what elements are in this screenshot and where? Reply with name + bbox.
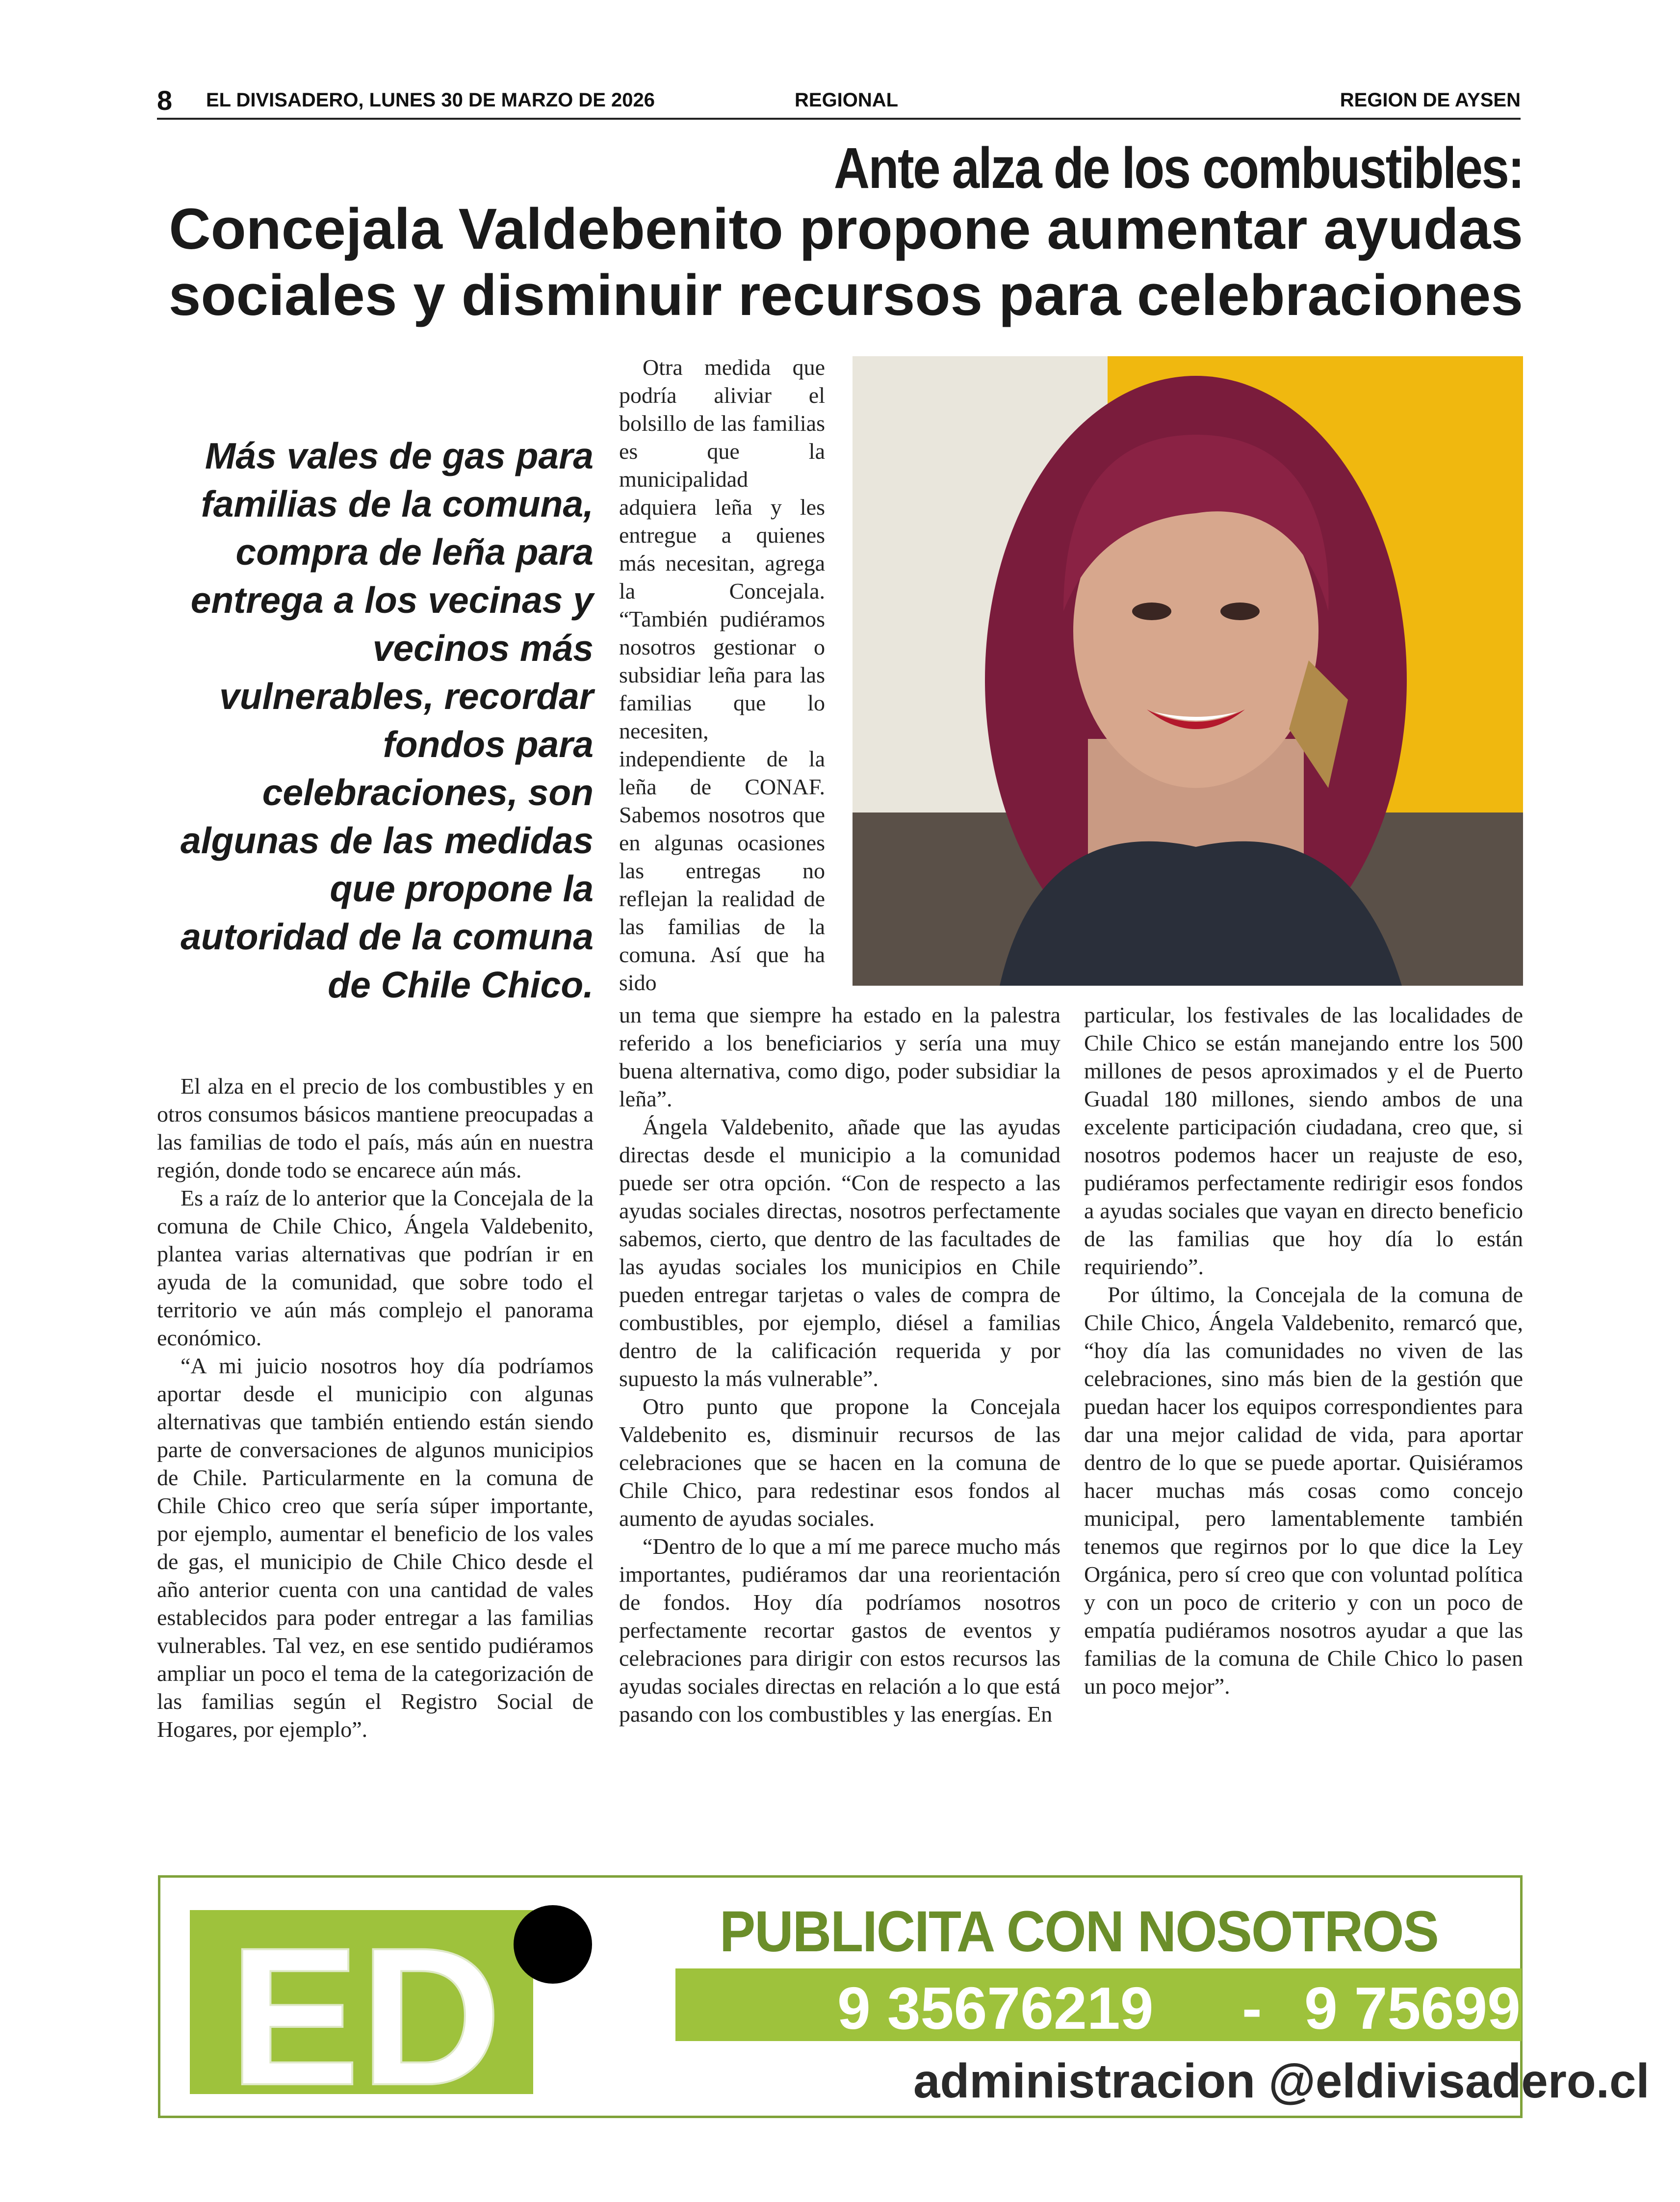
ad-email: administracion @eldivisadero.cl xyxy=(913,2054,1650,2108)
paragraph: Otra medida que podría aliviar el bolsillo de las familias es que la municipalidad adquiera leña y les entregue a quienes más necesitan, agrega la Concejala. “También pudiéramos nosotros gestionar o subsidiar leña para las familias que lo necesiten, independiente de la leña de CONAF. Sabemos nosotros que en algunas ocasiones las entregas no reflejan la realidad de las familias de la comuna. Así que ha sido xyxy=(619,355,825,995)
ed-logo xyxy=(190,1907,685,2126)
paragraph: “A mi juicio nosotros hoy día podríamos aportar desde el municipio con algunas alternativas que también entiendo están siendo parte de conversaciones de algunos municipios de Chile. Particularmente en la comuna de Chile Chico creo que sería súper importante, por ejemplo, aumentar el beneficio de los vales de gas, el municipio de Chile Chico desde el año anterior cuenta con una cantidad de vales establecidos para poder entregar a las familias vulnerables. Tal vez, en ese sentido pudiéramos ampliar un poco el tema de la categorización de las familias según el Registro Social de Hogares, por ejemplo”. xyxy=(157,1353,594,1742)
phone-separator: - xyxy=(1242,1975,1262,2042)
paragraph: Otro punto que propone la Concejala Valdebenito es, disminuir recursos de las celebraciones que se hacen en la comuna de Chile Chico, para redestinar esos fondos al aumento de ayudas sociales. xyxy=(619,1394,1060,1531)
article-column-2-top xyxy=(619,353,825,996)
region-label: REGION DE AYSEN xyxy=(1340,89,1521,111)
logo-letters: ED xyxy=(229,1907,502,2126)
paragraph: Ángela Valdebenito, añade que las ayudas directas desde el municipio a la comunidad puede ser otra opción. “Con de respecto a las ayudas sociales directas, nosotros perfectamente sabemos, cierto, que dentro de las facultades de las ayudas sociales los municipios en Chile pueden entregar tarjetas o vales de compra de combustibles, por ejemplo, diésel a familias dentro de la calificación requerida y por supuesto la más vulnerable”. xyxy=(619,1114,1060,1391)
paragraph-continuation: un tema que siempre ha estado en la palestra referido a los beneficiarios y sería una muy buena alternativa, como digo, poder subsidiar la leña”. xyxy=(619,1002,1060,1111)
paragraph: El alza en el precio de los combustibles y en otros consumos básicos mantiene preocupadas a las familias de todo el país, más aún en nuestra región, donde todo se encarece aún más. xyxy=(157,1074,594,1182)
paragraph: Es a raíz de lo anterior que la Concejala de la comuna de Chile Chico, Ángela Valdebenito, plantea varias alternativas que podrían ir en ayuda de la comunidad, que sobre todo el territorio ve aún más complejo el panorama económico. xyxy=(157,1185,594,1350)
portrait-illustration xyxy=(853,356,1523,986)
portrait-photo xyxy=(853,356,1523,986)
phone-number-1: 9 35676219 xyxy=(837,1975,1154,2042)
paragraph: “Dentro de lo que a mí me parece mucho más importantes, pudiéramos dar una reorientación de fondos. Hoy día podríamos nosotros perfectamente recortar gastos de eventos y celebraciones para dirigir con estos recursos las ayudas sociales directas en relación a lo que está pasando con los combustibles y las energías. En xyxy=(619,1534,1060,1727)
phone-number-2: 9 75699678 xyxy=(1304,1975,1621,2042)
page-number: 8 xyxy=(157,85,173,116)
article-column-3 xyxy=(1084,1001,1523,1700)
article-column-2-bottom xyxy=(619,1001,1060,1728)
advertisement-banner xyxy=(158,1875,1650,2126)
page-header xyxy=(157,82,1521,120)
pull-quote: Más vales de gas para familias de la comuna, compra de leña para entrega a los vecinas y vecinos más vulnerables, recordar fondos para celebraciones, son algunas de las medidas que propone la autoridad de la comuna de Chile Chico. xyxy=(181,435,594,1005)
headline-kicker: Ante alza de los combustibles: xyxy=(833,136,1523,201)
article-column-1 xyxy=(157,1072,594,1743)
paper-date: EL DIVISADERO, LUNES 30 DE MARZO DE 2026 xyxy=(206,89,655,111)
section-label: REGIONAL xyxy=(795,89,899,111)
paragraph-continuation: particular, los festivales de las localidades de Chile Chico se están manejando entre los 500 millones de pesos aproximados y el de Puerto Guadal 180 millones, siendo ambos de una excelente participación ciudadana, creo que, si nosotros podemos hacer un reajuste de eso, pudiéramos perfectamente redirigir esos fondos a ayudas sociales que vayan en directo beneficio de las familias que hoy día lo están requiriendo”. xyxy=(1084,1002,1523,1279)
headline: Concejala Valdebenito propone aumentar ayudas sociales y disminuir recursos para celebraciones xyxy=(168,197,1523,328)
ad-title: PUBLICITA CON NOSOTROS xyxy=(720,1899,1438,1964)
paragraph: Por último, la Concejala de la comuna de Chile Chico, Ángela Valdebenito, remarcó que, “hoy día las comunidades no viven de las celebraciones, sino más bien de la gestión que puedan hacer los equipos correspondientes para dar una mejor calidad de vida, para aportar dentro de lo que se puede aportar. Quisiéramos hacer muchas más cosas como concejo municipal, pero lamentablemente también tenemos que regirnos por lo que dice la Ley Orgánica, pero sí creo que con voluntad política y con un poco de criterio y con un poco de empatía pudiéramos nosotros ayudar a que las familias de la comuna de Chile Chico lo pasen un poco mejor”. xyxy=(1084,1282,1523,1699)
